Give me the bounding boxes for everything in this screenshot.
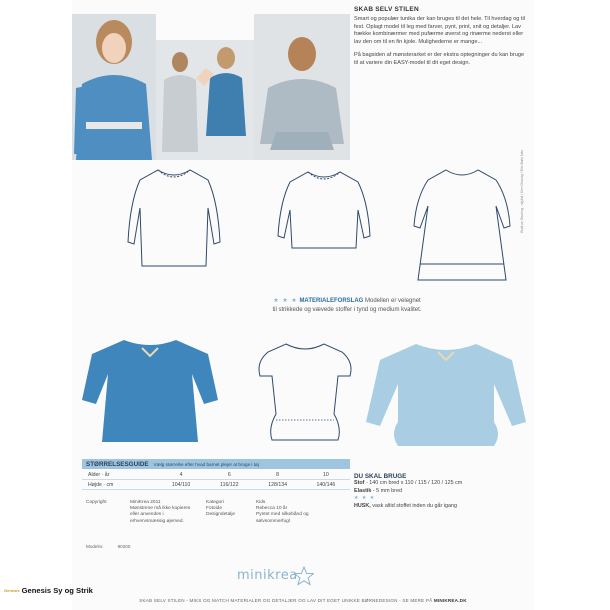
photo-girl-back (254, 14, 350, 160)
material-suggestion (222, 297, 472, 315)
photo-two-girls (156, 40, 254, 160)
intro-title: SKAB SELV STILEN (354, 6, 419, 13)
materials-title: DU SKAL BRUGE (354, 473, 407, 480)
photo-light-blue-blouse (362, 330, 530, 452)
model-number (86, 544, 130, 549)
size-cell: 4 (179, 472, 183, 478)
photo-blue-tunic (80, 330, 220, 448)
size-cell: 10 (322, 472, 329, 478)
drawing-tunic-front (128, 170, 220, 266)
intro-paragraph-2: På bagsiden af mønsterarket er der ekstra optegninger du kan bruge til at variere din EASY-model til dit eget design. (354, 52, 525, 66)
material-text-2: til strikkede og vævede stoffer i tynd og medium kvalitet. (272, 307, 422, 313)
materials-needed (354, 473, 529, 510)
size-row-label: Alder · år (88, 472, 110, 478)
size-cell: 140/146 (316, 482, 336, 488)
material-text-1: Modellen er velegnet (365, 298, 421, 304)
elastic-line (354, 488, 529, 495)
size-cell: 8 (276, 472, 280, 478)
size-guide-header (82, 459, 350, 469)
size-cell: 128/134 (268, 482, 287, 488)
info-col-labels (86, 500, 107, 506)
size-cell: 6 (227, 472, 231, 478)
info-col-copyright (130, 500, 196, 525)
shop-watermark (4, 586, 93, 595)
model-value: 90200 (117, 544, 131, 549)
shop-logo-icon: Genesis (4, 588, 20, 593)
copyright-text: MiniKrea 2011 (130, 500, 161, 505)
photo-girl-tunic (72, 14, 156, 160)
design-value: Pyntet med silkebånd og sølvsommerfugl (256, 512, 309, 524)
star-icon (294, 566, 314, 586)
intro-paragraph-1: Smart og populær tunika der kan bruges til det hele. Til hverdag og til fest. Oplagt model til leg med farver, pynt, print, snit og detaljer. Lav frække kombinærmer med pufærme øverst og rinærme nederst eller lav den om til en fin kjole. Mulighederne er mange... (354, 16, 526, 45)
brand-logo: minikrea (237, 568, 298, 583)
copyright-label: Copyright (86, 500, 107, 505)
photo-label: Fotoide (206, 506, 222, 512)
photo-value: Rebecca 10 år (256, 506, 288, 512)
intro-text (354, 16, 529, 74)
info-col-meta-labels (206, 500, 235, 519)
technical-drawings (96, 162, 516, 292)
elastic-label: Elastik (354, 487, 372, 494)
size-row-age (82, 471, 350, 480)
category-value: Kids (256, 500, 266, 505)
size-cell: 104/110 (171, 482, 191, 488)
footer-text (72, 598, 534, 603)
shop-name: Genesis Sy og Strik (21, 586, 93, 595)
materials-stars: ★ ★ ★ (354, 495, 376, 502)
drawing-dress (414, 170, 510, 280)
size-guide-title: STØRRELSESGUIDE (86, 460, 149, 468)
drawing-blouse (278, 172, 370, 248)
fabric-label: Stof (354, 480, 365, 487)
remember-line (354, 503, 529, 510)
remember-label: HUSK, (354, 502, 371, 509)
design-label: Designdetalje (206, 512, 236, 518)
info-col-meta-values (256, 500, 336, 525)
model-label: Modelnr. (86, 544, 104, 549)
photo-credit: Gudrun Seuring - stylist / Kim Gosvig / Elin Bæk foto (520, 150, 524, 234)
fabric-line (354, 480, 529, 487)
material-stars: ★ ★ ★ (273, 298, 298, 304)
size-cell: 116/122 (220, 482, 239, 488)
category-label: Kategori (206, 500, 224, 505)
material-title: MATERIALEFORSLAG (299, 298, 364, 304)
pattern-envelope-back (72, 0, 534, 610)
rights-text: Mønstrene må ikke kopieres eller anvendes i erhvervsmæssig øjemed. (130, 506, 191, 524)
footer-left: SKAB SELV STILEN - MIKS OG MATCH MATERIALER OG DETALJER OG LAV DIT EGET UNIKKE BØRNEDESIGN - SE MERE PÅ (139, 598, 433, 603)
size-guide-hint: Vælg størrelse efter hvad barnet plejer at bruge i tøj (153, 461, 259, 467)
fabric-value: - 140 cm bred x 110 / 115 / 120 / 125 cm (365, 480, 463, 487)
remember-text: vask altid stoffet inden du går igang (372, 502, 457, 509)
elastic-value: - 5 mm bred (372, 487, 402, 494)
size-row-label: Højde · cm (88, 482, 114, 488)
drawing-puff-blouse (246, 332, 364, 450)
size-row-height (82, 481, 350, 490)
footer-site[interactable]: MINIKREA.DK (433, 598, 467, 603)
